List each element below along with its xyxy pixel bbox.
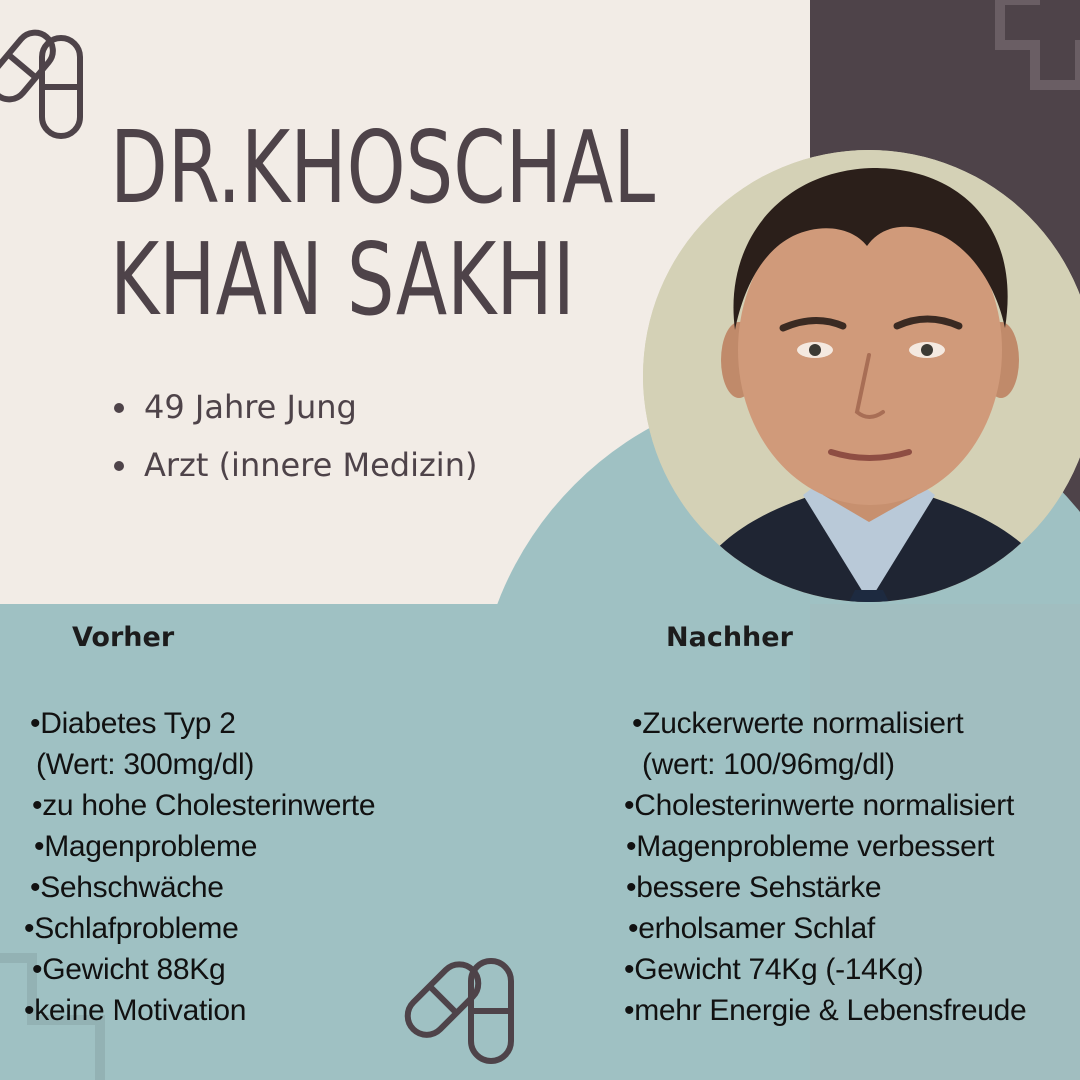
fact-profession: Arzt (innere Medizin) — [112, 436, 477, 494]
list-item: •Zuckerwerte normalisiert — [632, 707, 964, 740]
list-item: •keine Motivation — [24, 994, 247, 1027]
after-heading: Nachher — [666, 622, 793, 653]
before-list — [24, 703, 375, 1031]
list-item: •zu hohe Cholesterinwerte — [32, 789, 376, 822]
list-item: •Magenprobleme verbessert — [626, 830, 995, 863]
title-line-2: KHAN SAKHI — [110, 221, 575, 338]
list-item: •bessere Sehstärke — [626, 871, 882, 904]
list-item: •Sehschwäche — [30, 871, 224, 904]
list-item: •Cholesterinwerte normalisiert — [624, 789, 1014, 822]
list-item: •Diabetes Typ 2 — [30, 707, 236, 740]
fact-age: 49 Jahre Jung — [112, 378, 477, 436]
list-item: •erholsamer Schlaf — [628, 912, 875, 945]
after-list — [624, 703, 1026, 1031]
list-item: •Gewicht 88Kg — [32, 953, 226, 986]
portrait-photo — [643, 150, 1080, 602]
medical-cross-icon — [995, 0, 1080, 90]
pills-icon — [403, 946, 523, 1071]
list-item: •Schlafprobleme — [24, 912, 239, 945]
page-title — [110, 109, 656, 338]
pills-icon — [0, 18, 90, 143]
list-item: •mehr Energie & Lebensfreude — [624, 994, 1027, 1027]
list-item: •Magenprobleme — [34, 830, 258, 863]
list-item: •Gewicht 74Kg (-14Kg) — [624, 953, 924, 986]
list-item: (wert: 100/96mg/dl) — [642, 748, 895, 781]
list-item: (Wert: 300mg/dl) — [36, 748, 255, 781]
title-line-1: DR.KHOSCHAL — [110, 109, 656, 226]
before-heading: Vorher — [72, 622, 175, 653]
facts-list — [112, 378, 477, 494]
